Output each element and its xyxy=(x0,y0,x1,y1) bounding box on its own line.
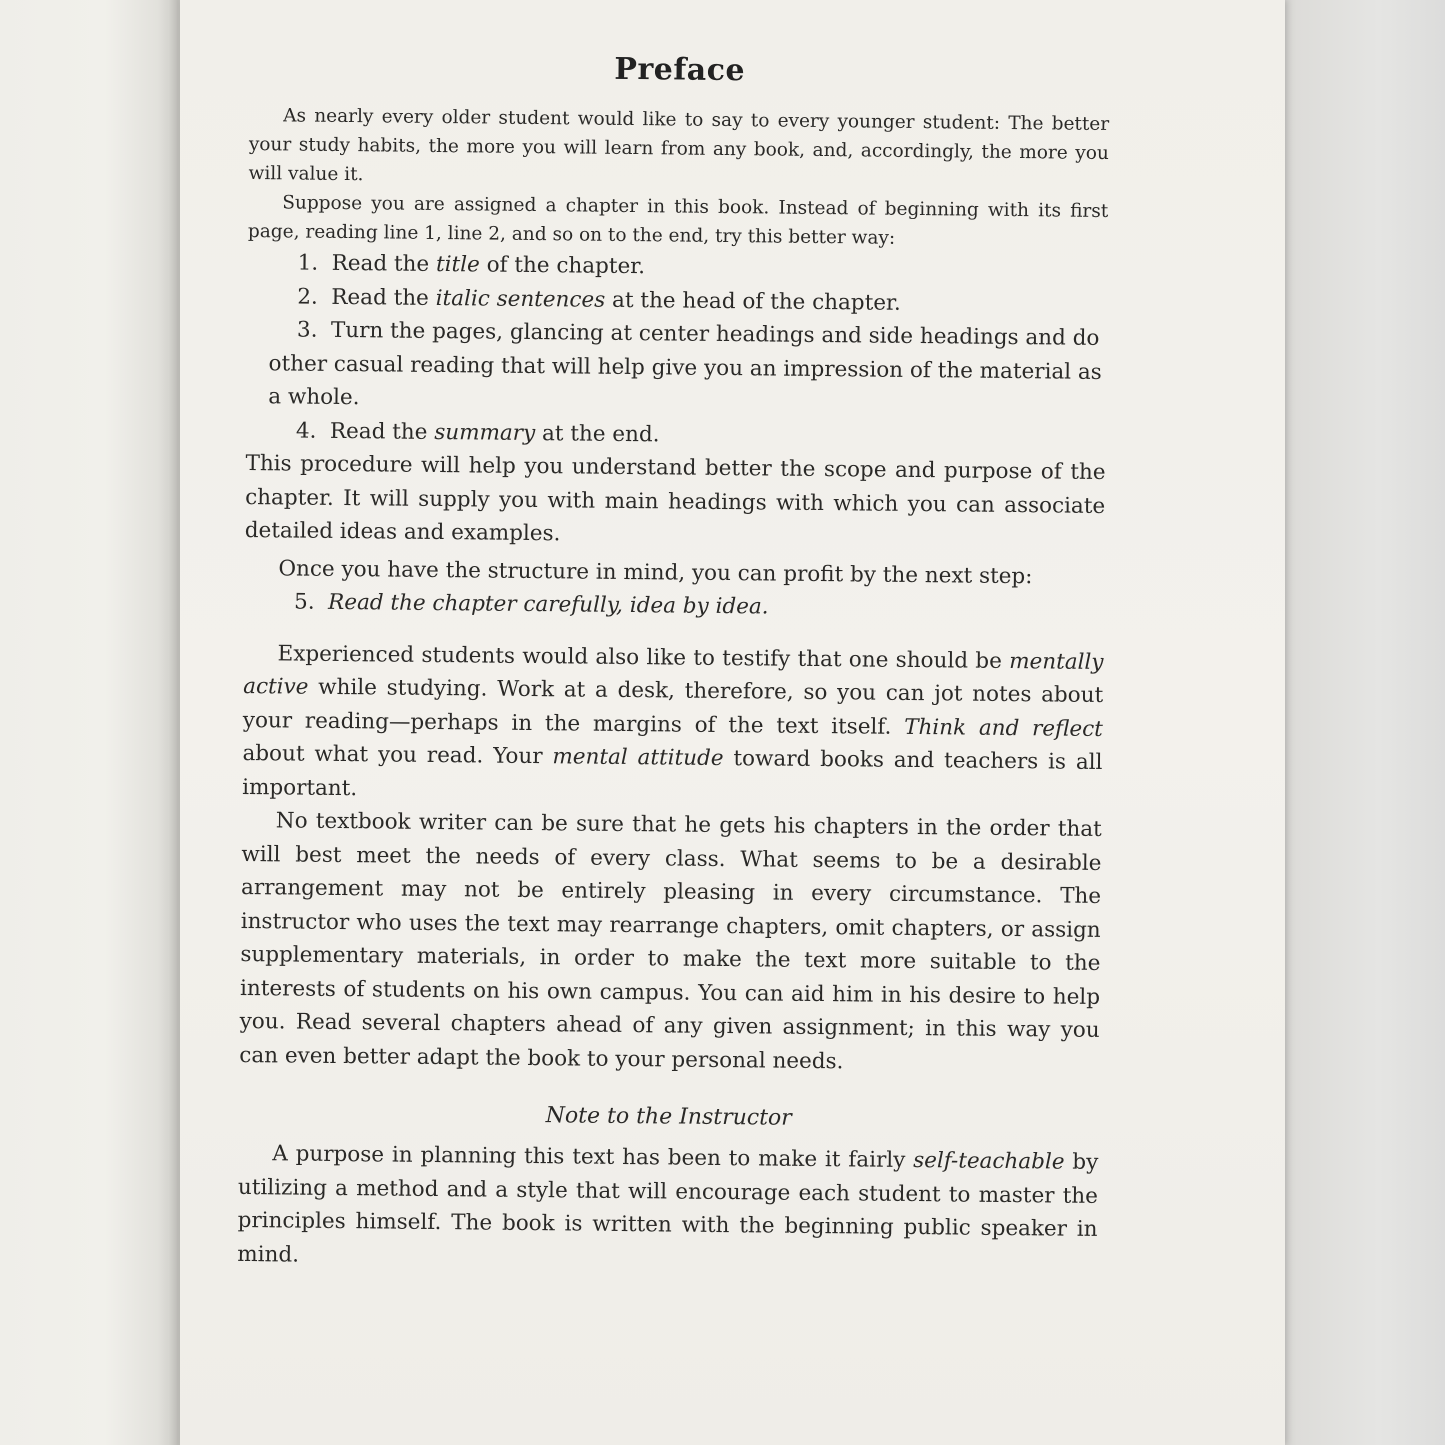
background-surface xyxy=(1280,0,1445,1445)
step-item: 1. Read the title of the chapter. xyxy=(297,250,646,280)
step-5: 5. Read the chapter carefully, idea by idea. xyxy=(293,589,769,620)
instructor-paragraph: A purpose in planning this text has been to make it fairly self-teachable by utilizing a method and a style that will encourage each student to master the principles himself. The book is written with the beginning public speaker in mind. xyxy=(237,1141,1099,1268)
procedure-section xyxy=(244,447,1106,627)
procedure-paragraph: This procedure will help you understand better the scope and purpose of the chapter. It will supply you with main headings with which you can associate detailed ideas and examples. xyxy=(244,450,1106,547)
step-item: 2. Read the italic sentences at the head of the chapter. xyxy=(297,284,901,316)
step-item: 4. Read the summary at the end. xyxy=(295,418,660,447)
main-section xyxy=(239,636,1104,1080)
intro-paragraph-1: As nearly every older student would like to say to every younger student: The better your study habits, the more you will learn from any book, and, accordingly, the more you will value it. xyxy=(248,105,1110,186)
no-textbook-paragraph: No textbook writer can be sure that he gets his chapters in the order that will best meet the needs of every class. What seems to be a desirable arrangement may not be entirely pleasing in every circumstance. The instructor who uses the text may rearrange chapters, omit chapters, or assign supplementary materials, in order to make the text more suitable to the interests of students on his own campus. You can aid him in his desire to help you. Read several chapters ahead of any given assignment; in this way you can even better adapt the book to your personal needs. xyxy=(239,808,1102,1074)
steps-list xyxy=(246,246,1108,456)
page-title: Preface xyxy=(614,51,746,89)
instructor-section xyxy=(237,1137,1098,1280)
intro-paragraph-2: Suppose you are assigned a chapter in this book. Instead of beginning with its first page, reading line 1, line 2, and so on to the end, try this better way: xyxy=(247,192,1109,249)
page-text xyxy=(237,40,1110,1280)
experienced-paragraph: Experienced students would also like to testify that one should be mentally active while studying. Work at a desk, therefore, so you can jot notes about your reading—perhaps in the margins of the text itself. Think and reflect about what you read. Your mental attitude toward books and teachers is all important. xyxy=(242,640,1104,801)
next-step-paragraph: Once you have the structure in mind, you can profit by the next step: xyxy=(278,555,1033,589)
intro-section xyxy=(248,101,1109,255)
left-page-edge xyxy=(0,0,175,1445)
instructor-heading: Note to the Instructor xyxy=(545,1103,792,1131)
step-item: 3. Turn the pages, glancing at center headings and side headings and do other casual reading that will help give you an impression of the material as a whole. xyxy=(268,317,1102,411)
